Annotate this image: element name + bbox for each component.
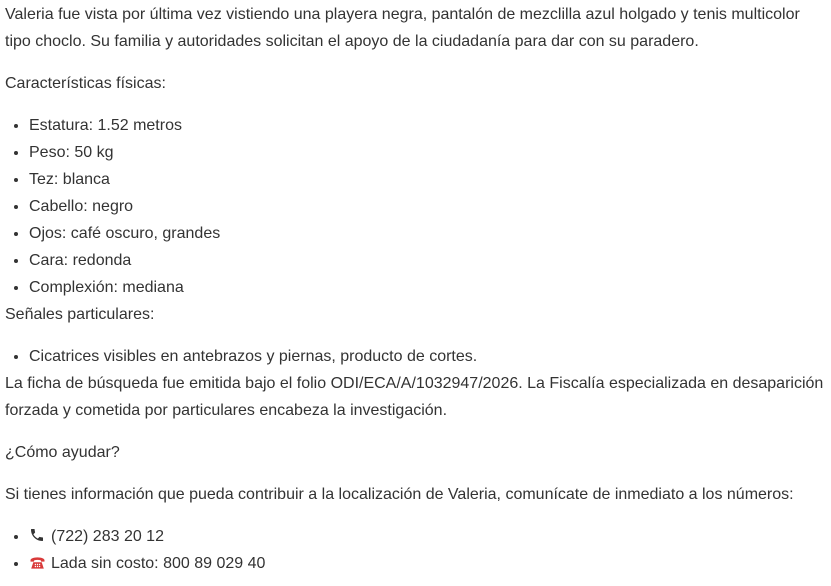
folio-paragraph: La ficha de búsqueda fue emitida bajo el folio ODI/ECA/A/1032947/2026. La Fiscalía especializada en desaparición forzada y cometida por particulares encabeza la investigación.: [5, 375, 824, 419]
list-item: • Ojos: café oscuro, grandes: [29, 220, 825, 247]
list-item: • Cara: redonda: [29, 247, 825, 274]
marks-list: [5, 343, 825, 370]
contact-item-toll-free: [29, 550, 825, 577]
list-item: • Peso: 50 kg: [29, 139, 825, 166]
marks-heading: Señales particulares:: [5, 306, 155, 323]
contact-item-phone: [29, 523, 825, 550]
contact-list: [5, 523, 825, 577]
list-item: • Cicatrices visibles en antebrazos y piernas, producto de cortes.: [29, 343, 825, 370]
contact-text: (722) 283 20 12: [51, 528, 164, 545]
physical-heading: Características físicas:: [5, 75, 166, 92]
contact-text: Lada sin costo: 800 89 029 40: [51, 555, 266, 572]
phone-receiver-icon: [29, 525, 46, 539]
list-item: • Estatura: 1.52 metros: [29, 112, 825, 139]
intro-paragraph: Valeria fue vista por última vez vistiendo una playera negra, pantalón de mezclilla azul holgado y tenis multicolor tipo choclo. Su familia y autoridades solicitan el apoyo de la ciudadanía para dar con su paradero.: [5, 6, 800, 50]
list-item: • Cabello: negro: [29, 193, 825, 220]
list-item: • Complexión: mediana: [29, 274, 825, 301]
help-heading: ¿Cómo ayudar?: [5, 444, 120, 461]
list-item: • Tez: blanca: [29, 166, 825, 193]
physical-list: [5, 112, 825, 301]
help-paragraph: Si tienes información que pueda contribuir a la localización de Valeria, comunícate de inmediato a los números:: [5, 486, 794, 503]
telephone-icon: [29, 552, 46, 566]
